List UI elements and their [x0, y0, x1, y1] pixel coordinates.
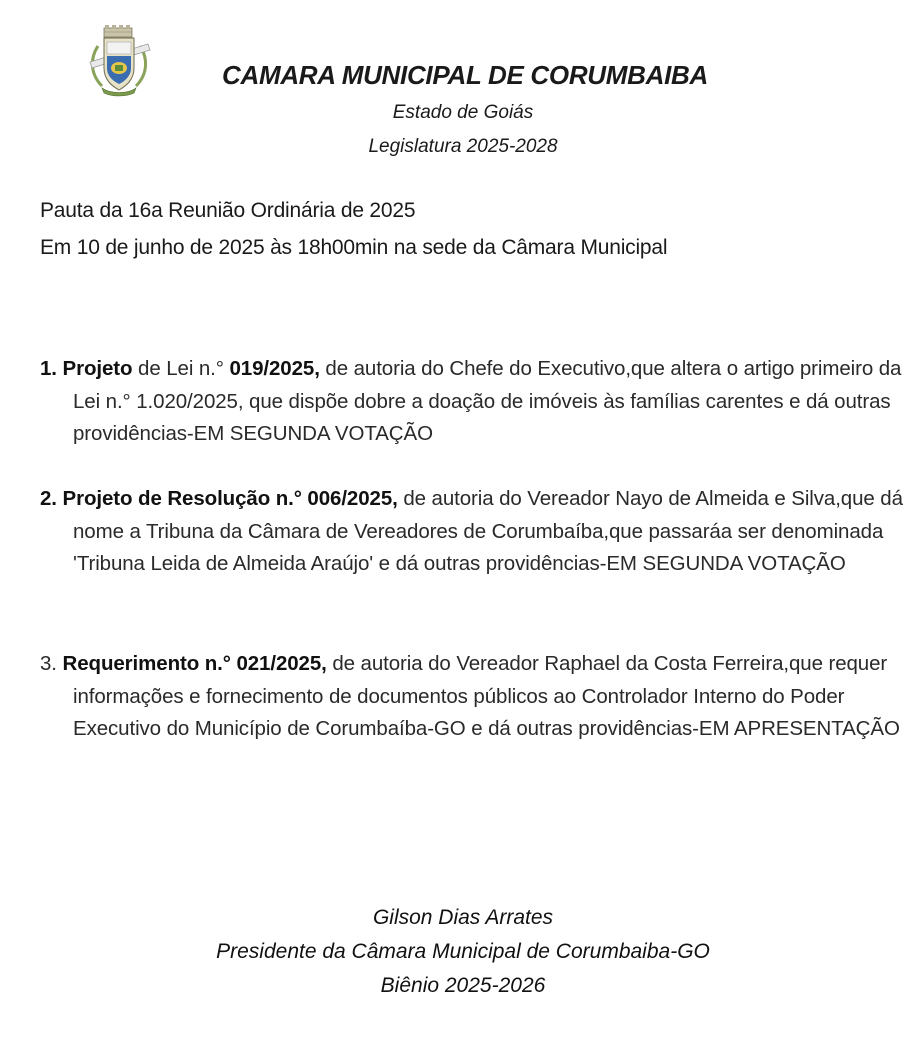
- agenda-item-heading: Requerimento n.° 021/2025,: [62, 652, 327, 675]
- council-name: CAMARA MUNICIPAL DE CORUMBAIBA: [222, 60, 708, 90]
- agenda-item-text: de autoria do Chefe do Executivo,que altera o artigo primeiro da Lei n.° 1.020/2025, que dispõe dobre a doação de imóveis às famílias carentes e dá outras providências-EM SEGUNDA VOTAÇÃO: [73, 357, 902, 446]
- agenda-item: [40, 483, 921, 581]
- agenda-item-heading: Projeto: [62, 357, 133, 380]
- agenda-title: Pauta da 16a Reunião Ordinária de 2025: [40, 199, 416, 222]
- agenda-item-number: 3.: [40, 652, 57, 675]
- agenda-item-heading-number: 019/2025,: [229, 357, 320, 380]
- state-name: Estado de Goiás: [392, 102, 534, 123]
- agenda-item: [40, 353, 921, 451]
- agenda-item-text: de autoria do Vereador Nayo de Almeida e Silva,que dá nome a Tribuna da Câmara de Vereadores de Corumbaíba,que passaráa ser denominada 'Tribuna Leida de Almeida Araújo' e dá outras providências-EM SEGUNDA VOTAÇÃO: [73, 487, 903, 576]
- agenda-item: [40, 648, 921, 746]
- agenda-item-heading: Projeto de Resolução n.° 006/2025,: [62, 487, 398, 510]
- agenda-item-text: de autoria do Vereador Raphael da Costa Ferreira,que requer informações e fornecimento de documentos públicos ao Controlador Interno do Poder Executivo do Município de Corumbaíba-GO e dá outras providências-EM APRESENTAÇÃO: [73, 652, 900, 741]
- agenda-item-number: 1.: [40, 357, 57, 380]
- agenda-item-heading-middle: de Lei n.°: [132, 357, 230, 380]
- signatory-name: Gilson Dias Arrates: [372, 906, 554, 929]
- signatory-role: Presidente da Câmara Municipal de Corumbaiba-GO: [216, 940, 710, 963]
- legislature-period: Legislatura 2025-2028: [368, 136, 558, 157]
- agenda-item-number: 2.: [40, 487, 57, 510]
- signatory-term: Biênio 2025-2026: [380, 974, 546, 997]
- crest-crown: [104, 25, 132, 37]
- agenda-date-line: Em 10 de junho de 2025 às 18h00min na sede da Câmara Municipal: [40, 236, 668, 259]
